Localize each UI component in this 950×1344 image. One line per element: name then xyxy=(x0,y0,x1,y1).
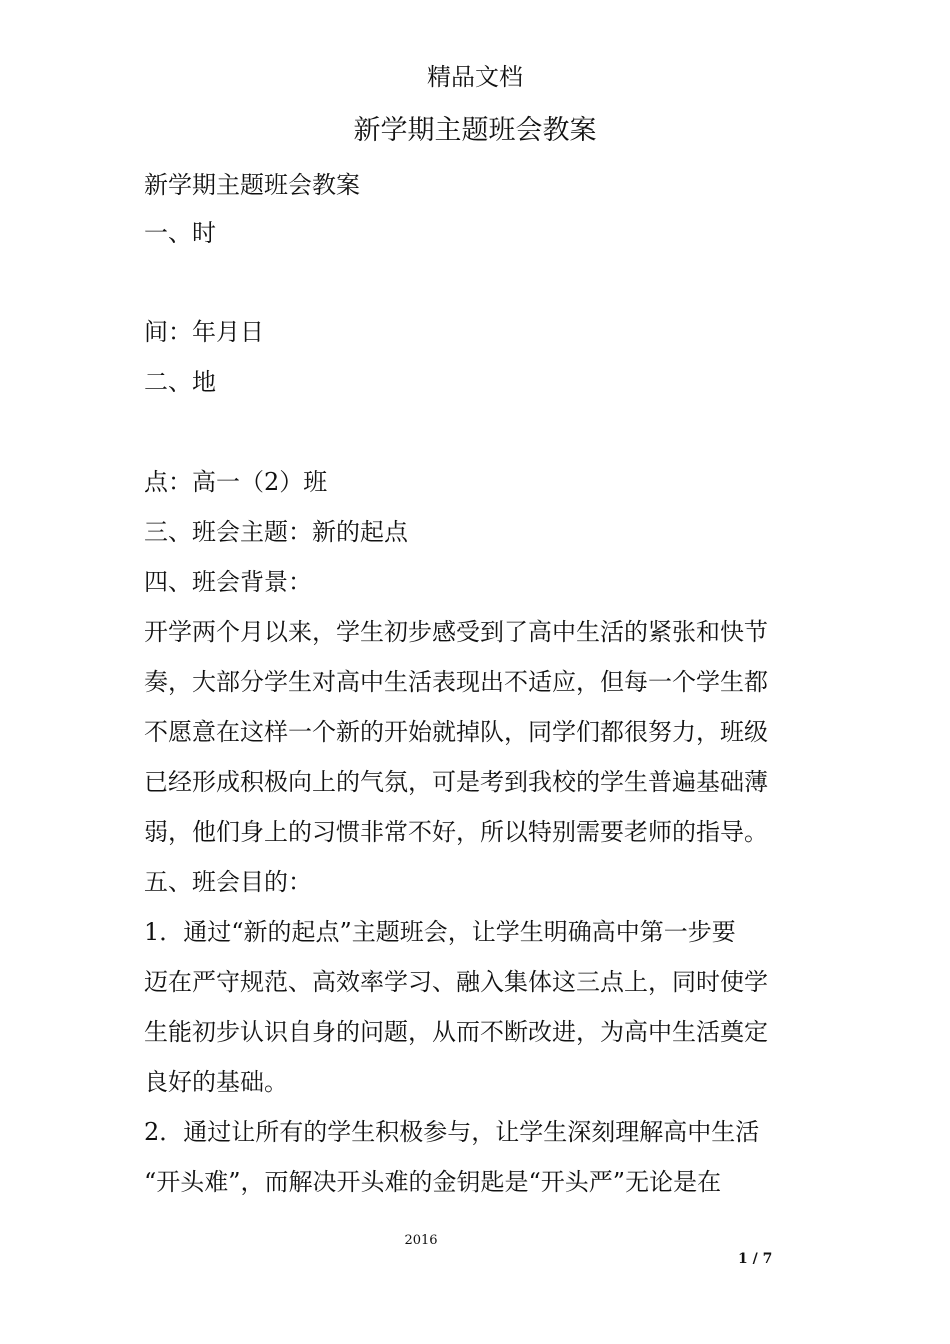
body-line-paragraph: 已经形成积极向上的气氛，可是考到我校的学生普遍基础薄 xyxy=(144,768,768,796)
footer-year: 2016 xyxy=(404,1233,438,1248)
body-line-place-value: 点：高一（2）班 xyxy=(144,468,328,496)
body-line-purpose-item: 2．通过让所有的学生积极参与，让学生深刻理解高中生活 xyxy=(144,1118,760,1146)
body-line-paragraph: 弱，他们身上的习惯非常不好，所以特别需要老师的指导。 xyxy=(144,818,768,846)
body-line-place-heading: 二、地 xyxy=(144,368,216,396)
body-line-time-heading: 一、时 xyxy=(144,219,216,247)
document-title: 新学期主题班会教案 xyxy=(353,115,597,146)
body-line-purpose-item: 良好的基础。 xyxy=(144,1068,288,1096)
body-line-purpose-item: “开头难”，而解决开头难的金钥匙是“开头严”无论是在 xyxy=(144,1168,722,1196)
body-line-time-value: 间：年月日 xyxy=(144,318,264,346)
body-line-subtitle: 新学期主题班会教案 xyxy=(144,171,360,199)
document-header-label: 精品文档 xyxy=(427,63,523,91)
body-line-paragraph: 开学两个月以来，学生初步感受到了高中生活的紧张和快节 xyxy=(144,618,768,646)
body-line-paragraph: 不愿意在这样一个新的开始就掉队，同学们都很努力，班级 xyxy=(144,718,768,746)
body-line-background-heading: 四、班会背景： xyxy=(144,568,312,596)
body-line-purpose-heading: 五、班会目的： xyxy=(144,868,312,896)
page-number: 1 / 7 xyxy=(738,1251,773,1267)
body-line-purpose-item: 迈在严守规范、高效率学习、融入集体这三点上，同时使学 xyxy=(144,968,768,996)
body-line-purpose-item: 1．通过“新的起点”主题班会，让学生明确高中第一步要 xyxy=(144,918,736,946)
body-line-purpose-item: 生能初步认识自身的问题，从而不断改进，为高中生活奠定 xyxy=(144,1018,768,1046)
body-line-paragraph: 奏，大部分学生对高中生活表现出不适应，但每一个学生都 xyxy=(144,668,768,696)
body-line-theme: 三、班会主题：新的起点 xyxy=(144,518,408,546)
